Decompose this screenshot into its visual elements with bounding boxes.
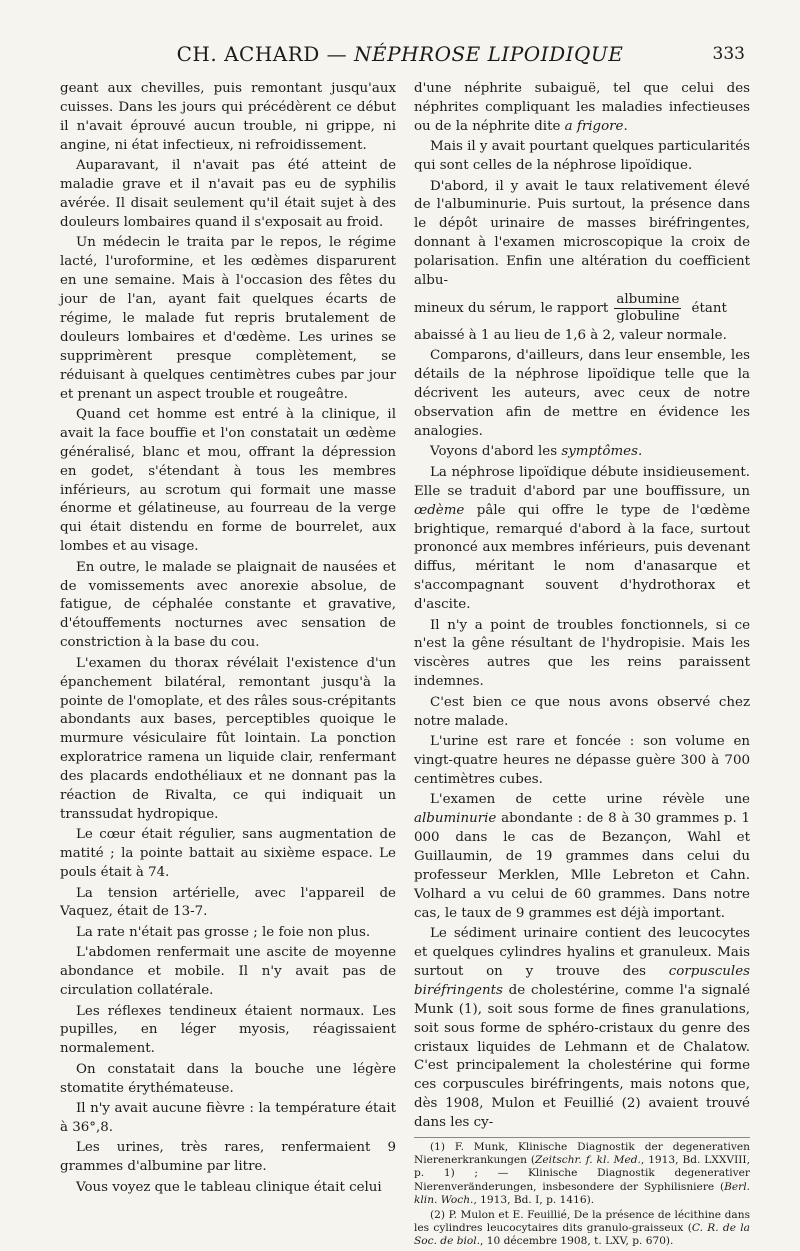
journal-title: Berl. klin. Woch. <box>414 1180 750 1206</box>
paragraph: La rate n'était pas grosse ; le foie non plus. <box>76 924 371 940</box>
paragraph: Les urines, très rares, renfermaient 9 grammes d'albumine par litre. <box>60 1140 396 1175</box>
footnote-1 <box>414 1141 750 1207</box>
paragraph <box>414 925 750 1133</box>
paragraph: C'est bien ce que nous avons observé chez notre malade. <box>414 694 750 729</box>
header-separator: — <box>319 42 355 66</box>
text-run: (1) F. Munk, Klinische Diagnostik der degenerativen Nierenerkrankungen ( <box>414 1141 750 1167</box>
text-run: Voyons d'abord les <box>430 444 562 460</box>
text-run: . <box>623 118 628 134</box>
text-run: (2) P. Mulon et E. Feuillié, De la présence de lécithine dans les cylindres leucocytaires dits granulo-graisseux ( <box>414 1209 750 1235</box>
text-run: La néphrose lipoïdique débute insidieusement. Elle se traduit d'abord par une bouffissure, un <box>414 464 750 499</box>
text-run: étant <box>691 300 727 316</box>
paragraph: abaissé à 1 au lieu de 1,6 à 2, valeur normale. <box>414 327 727 343</box>
paragraph: Le cœur était régulier, sans augmentation de matité ; la pointe battait au sixième espace. Le pouls était à 74. <box>60 827 396 881</box>
text-run: Le sédiment urinaire contient des leucocytes et quelques cylindres hyalins et granuleux. Mais surtout on y trouve des <box>414 926 750 979</box>
text-run: , 10 décembre 1908, t. LXV, p. 670). <box>480 1235 674 1248</box>
page-header <box>55 42 745 72</box>
paragraph: Comparons, d'ailleurs, dans leur ensemble, les détails de la néphrose lipoïdique telle que la décrivent les auteurs, avec ceux de notre observation afin de mettre en évidence les analogies. <box>414 348 750 439</box>
paragraph: Il n'y avait aucune fièvre : la température était à 36°,8. <box>60 1101 396 1135</box>
text-run: de cholestérine, comme l'a signalé Munk (1), soit sous forme de fines granulations, soit sous forme de sphéro-cristaux du genre des cristaux liquides de Lehmann et de Chalatow. C'est principalement la cholestérine qui forme ces corpuscules biréfringents, mais notons que, dès 1908, Mulon et Feuillié (2) avaient trouvé dans les cy- <box>414 982 750 1131</box>
text-run: d'une néphrite subaiguë, tel que celui des néphrites compliquant les maladies infectieuses ou de la néphrite dite <box>414 81 750 134</box>
italic-term: a frigore <box>564 118 624 134</box>
fraction-line <box>414 292 750 325</box>
footnotes <box>414 1137 750 1249</box>
right-column <box>414 80 750 1251</box>
header-title: NÉPHROSE LIPOIDIQUE <box>354 42 624 66</box>
ratio-fraction <box>614 292 681 325</box>
paragraph: L'abdomen renfermait une ascite de moyenne abondance et mobile. Il n'y avait pas de circulation collatérale. <box>60 945 396 999</box>
paragraph <box>414 464 750 615</box>
footnote-2 <box>414 1209 750 1249</box>
text-run: mineux du sérum, le rapport <box>414 300 609 316</box>
left-column <box>60 80 396 1198</box>
paragraph: En outre, le malade se plaignait de nausées et de vomissements avec anorexie absolue, de fatigue, de céphalée constante et gravative, d'étouffements nocturnes avec sensation de constriction à la base du cou. <box>60 559 396 651</box>
text-run: pâle qui offre le type de l'œdème brightique, remarqué d'abord à la face, surtout prononcé aux membres inférieurs, puis devenant diffus, méritant le nom d'anasarque et s'accompagnant souvent d'hydrothorax et d'ascite. <box>414 502 750 613</box>
paragraph: Il n'y a point de troubles fonctionnels, si ce n'est la gêne résultant de l'hydropisie. Mais les viscères autres que les reins paraissent indemnes. <box>414 617 750 690</box>
paragraph: Quand cet homme est entré à la clinique, il avait la face bouffie et l'on constatait un œdème généralisé, blanc et mou, offrant la dépression en godet, s'étendant à tous les membres inférieurs, au scrotum qui formait une masse énorme et gélatineuse, au fourreau de la verge qui était distendu en forme de bourrelet, aux lombes et au visage. <box>60 406 396 555</box>
text-run: , 1913, Bd. I, p. 1416). <box>473 1193 595 1206</box>
text-run: abondante : de 8 à 30 grammes p. 1 000 dans le cas de Bezançon, Wahl et Guillaumin, de 19 grammes dans celui du professeur Merklen, Mlle Lebreton et Cahn. Volhard a vu celui de 60 grammes. Dans notre cas, le taux de 9 grammes est déjà important. <box>414 811 750 921</box>
page-number: 333 <box>712 44 745 64</box>
journal-title: Zeitschr. f. kl. Med. <box>535 1154 641 1167</box>
paragraph: Vous voyez que le tableau clinique était celui <box>76 1179 382 1195</box>
paragraph: Mais il y avait pourtant quelques particularités qui sont celles de la néphrose lipoïdique. <box>414 139 751 174</box>
fraction-numerator: albumine <box>616 292 680 308</box>
paragraph <box>414 443 750 462</box>
paragraph: On constatait dans la bouche une légère stomatite érythémateuse. <box>60 1061 396 1096</box>
paragraph: Les réflexes tendineux étaient normaux. Les pupilles, en léger myosis, réagissaient normalement. <box>60 1003 396 1057</box>
italic-term: symptômes. <box>561 444 643 460</box>
italic-term: albuminurie <box>414 811 497 827</box>
paragraph: geant aux chevilles, puis remontant jusqu'aux cuisses. Dans les jours qui précédèrent ce début il n'avait éprouvé aucun trouble, ni grippe, ni angine, ni état infectieux, ni refroidissement. <box>60 81 396 153</box>
text-run: , 1913, Bd. LXXVIII, p. 1) ; — Klinische Diagnostik degenerativer Nierenveränderungen, insbesondere der Syphilisniere ( <box>414 1154 750 1193</box>
paragraph: L'urine est rare et foncée : son volume en vingt-quatre heures ne dépasse guère 300 à 700 centimètres cubes. <box>414 734 750 787</box>
text-run: L'examen de cette urine révèle une <box>430 792 750 808</box>
paragraph: Auparavant, il n'avait pas été atteint de maladie grave et il n'avait pas eu de syphilis avérée. Il disait seulement qu'il était sujet à des douleurs lombaires quand il s'exposait au froid. <box>60 158 396 230</box>
header-author: CH. ACHARD <box>176 42 320 66</box>
italic-term: corpuscules biréfringents <box>414 963 750 998</box>
paragraph <box>414 791 750 923</box>
paragraph: L'examen du thorax révélait l'existence d'un épanchement bilatéral, remontant jusqu'à la pointe de l'omoplate, et des râles sous-crépitants abondants aux bases, perceptibles quoique le murmure vésiculaire fût lointain. La ponction exploratrice ramena un liquide clair, renfermant des placards endothéliaux et ne donnant pas la réaction de Rivalta, ce qui indiquait un transsudat hydropique. <box>60 655 396 822</box>
paragraph: La tension artérielle, avec l'appareil de Vaquez, était de 13-7. <box>60 885 396 920</box>
fraction-denominator: globuline <box>616 309 680 325</box>
paragraph <box>414 80 750 137</box>
running-head <box>55 42 745 66</box>
paragraph: D'abord, il y avait le taux relativement élevé de l'albuminurie. Puis surtout, la présence dans le dépôt urinaire de masses biréfringentes, donnant à l'examen microscopique la croix de polarisation. Enfin une altération du coefficient albu- <box>414 178 750 289</box>
paragraph: Un médecin le traita par le repos, le régime lacté, l'uroformine, et les œdèmes disparurent en une semaine. Mais à l'occasion des fêtes du jour de l'an, ayant fait quelques écarts de régime, le malade fut repris brutalement de douleurs lombaires et d'œdème. Les urines se supprimèrent presque complètement, se réduisant à quelques centimètres cubes par jour et prenant un aspect trouble et rougeâtre. <box>60 235 396 402</box>
journal-title: C. R. de la Soc. de biol. <box>414 1222 750 1248</box>
italic-term: œdème <box>414 502 465 518</box>
